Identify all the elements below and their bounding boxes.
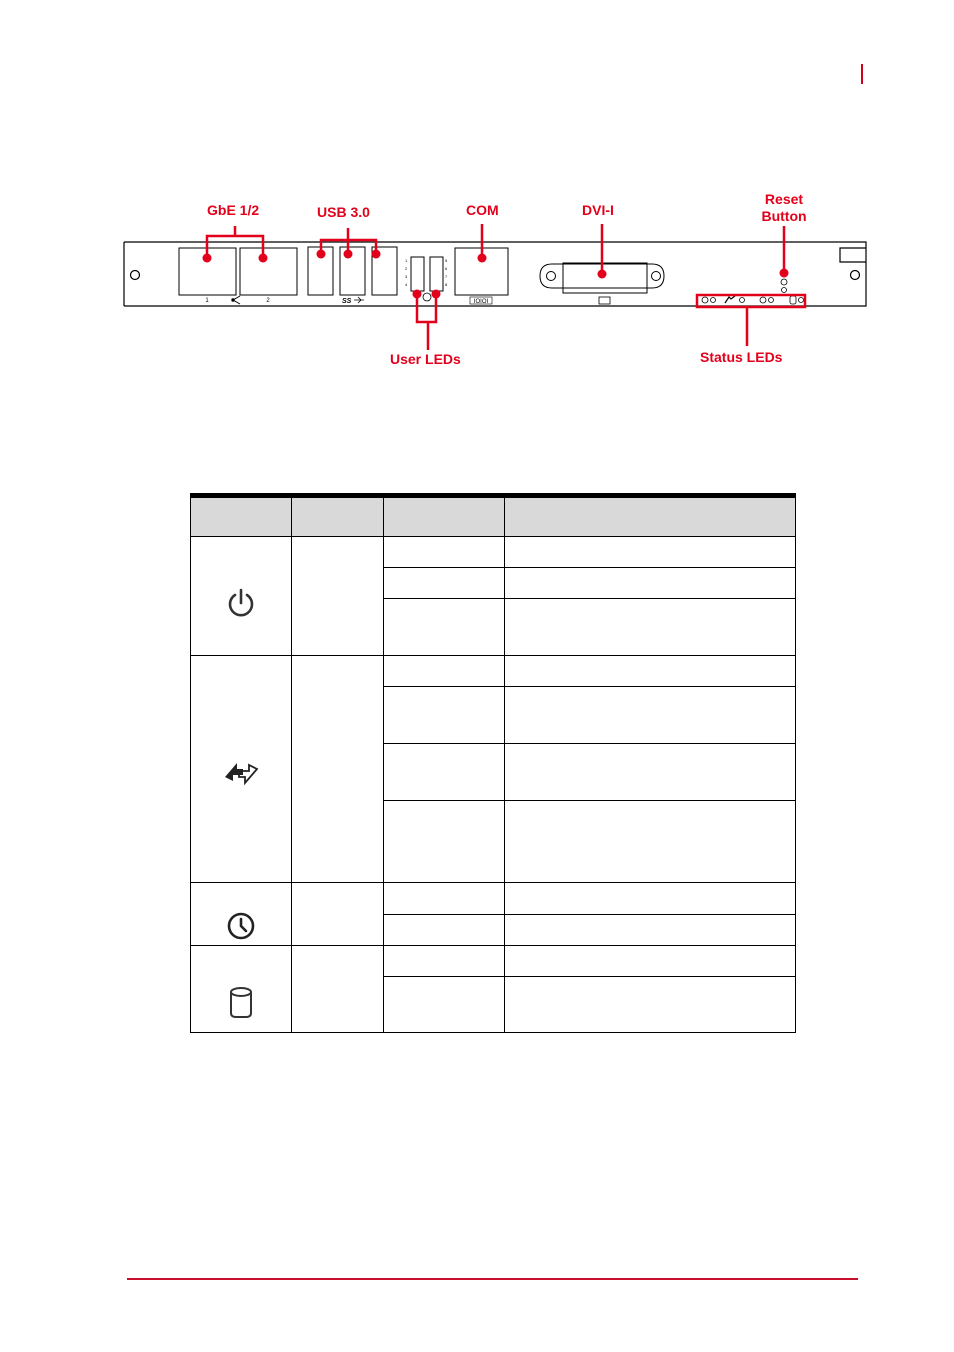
table-cell [384,687,505,744]
svg-text:2: 2 [405,266,408,271]
table-cell [505,946,796,977]
network-icon-cell [191,656,292,883]
table-cell [384,915,505,946]
svg-text:1: 1 [405,258,408,263]
callout-reset-line1: Reset [764,191,804,207]
power-icon-cell [191,537,292,656]
panel-outline [124,242,866,306]
table-cell [384,599,505,656]
table-cell [384,883,505,915]
table-cell [384,656,505,687]
table-cell [505,915,796,946]
callout-usb: USB 3.0 [317,204,370,220]
lan-ports [179,248,297,295]
callout-com: COM [466,202,499,218]
callout-gbe: GbE 1/2 [207,202,260,218]
table-row [191,537,796,568]
lan-port-1-label: 1 [205,298,209,304]
table-row [191,656,796,687]
table-header-row [191,496,796,537]
table-cell [505,801,796,883]
clock-icon [225,910,257,942]
callout-reset [752,191,816,225]
callout-dvi: DVI-I [582,202,614,218]
header-cell [191,496,292,537]
usb3-logo: SS [342,298,352,305]
table-cell [292,883,384,946]
table-cell [384,977,505,1033]
reset-icon [782,288,787,293]
power-icon [224,586,258,620]
svg-text:3: 3 [405,274,408,279]
led-status-table [190,493,796,1033]
table-cell [505,568,796,599]
table-cell [505,656,796,687]
table-cell [505,537,796,568]
status-led-glyphs [702,296,804,304]
svg-text:6: 6 [445,266,448,271]
lan-port-2-label: 2 [266,298,270,304]
table-cell [505,687,796,744]
table-cell [384,744,505,801]
table-cell [505,883,796,915]
network-activity-icon [221,755,261,791]
network-share-icon [232,296,240,304]
table-cell [384,801,505,883]
reset-hole [781,279,787,285]
table-row [191,883,796,915]
storage-icon [226,985,256,1021]
footer-rule [127,1278,858,1280]
table-cell [505,599,796,656]
clock-icon-cell [191,883,292,946]
table-cell [505,977,796,1033]
table-cell [292,656,384,883]
header-cell [505,496,796,537]
table-cell [384,946,505,977]
table-cell [384,568,505,599]
callout-reset-line2: Button [761,208,807,224]
header-cell [292,496,384,537]
table-cell [505,744,796,801]
user-info-icon [423,293,431,301]
monitor-icon [599,297,610,304]
user-led-slots [411,257,443,291]
callout-user-leds: User LEDs [390,351,461,367]
callout-status-leds: Status LEDs [700,349,783,365]
table-cell [292,946,384,1033]
table-cell [384,537,505,568]
storage-icon-cell [191,946,292,1033]
status-network-glyph [725,296,735,303]
svg-text:4: 4 [405,282,408,287]
table-cell [292,537,384,656]
header-cell [384,496,505,537]
usb-trident-icon [354,297,364,303]
com-label: IOIOI [473,299,489,305]
svg-text:7: 7 [445,274,448,279]
callout-dots [203,250,789,299]
svg-text:5: 5 [445,258,448,263]
svg-text:8: 8 [445,282,448,287]
table-row [191,946,796,977]
